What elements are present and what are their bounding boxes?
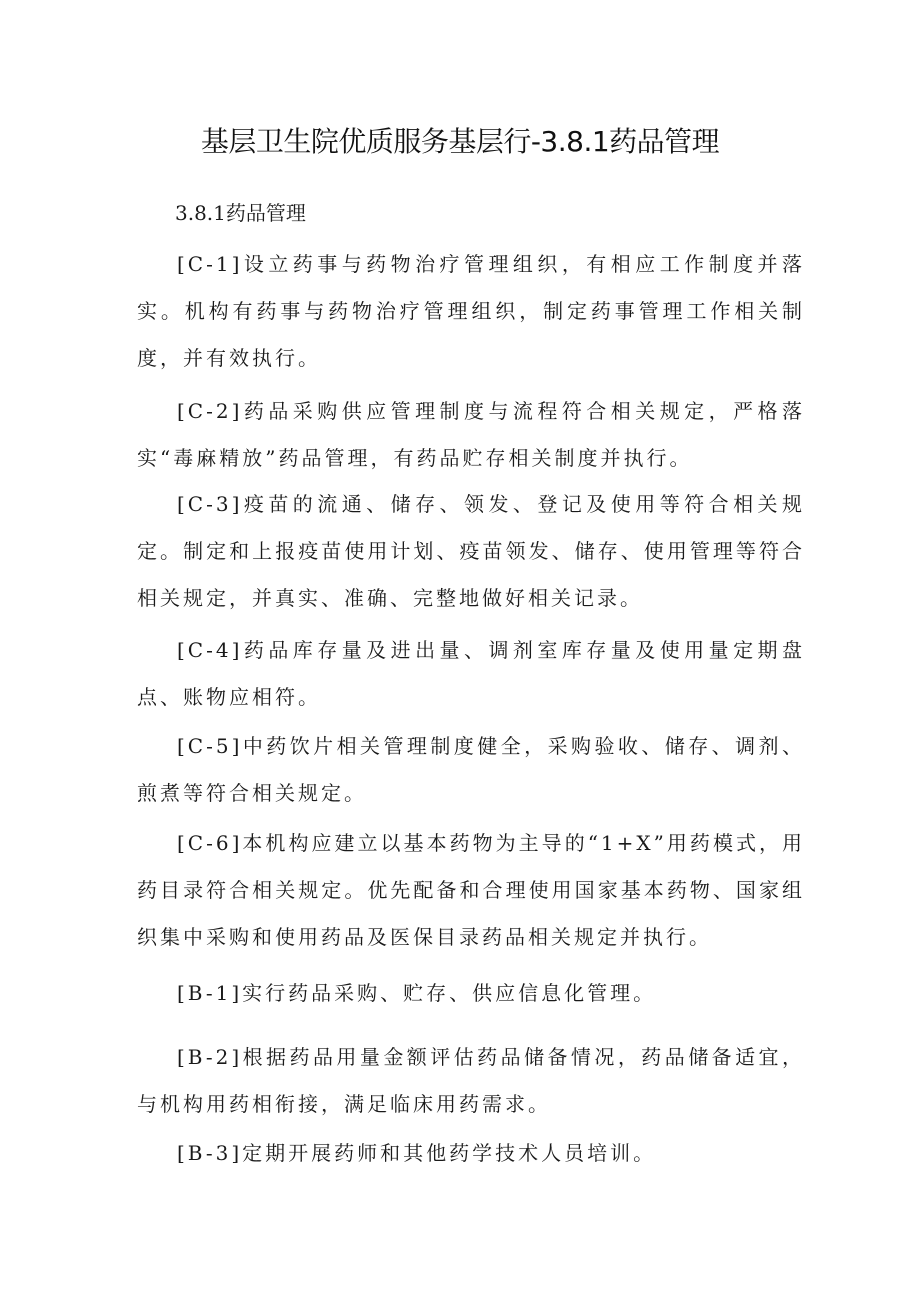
document-title: 基层卫生院优质服务基层行-3.8.1药品管理 [200, 125, 720, 158]
paragraph-c4: [C-4]药品库存量及进出量、调剂室库存量及使用量定期盘点、账物应相符。 [137, 638, 805, 709]
paragraph-b2: [B-2]根据药品用量金额评估药品储备情况，药品储备适宜，与机构用药相衔接，满足临床用药需求。 [137, 1045, 805, 1116]
paragraph-c3: [C-3]疫苗的流通、储存、领发、登记及使用等符合相关规定。制定和上报疫苗使用计划、疫苗领发、储存、使用管理等符合相关规定，并真实、准确、完整地做好相关记录。 [137, 492, 805, 610]
paragraph-b1: [B-1]实行药品采购、贮存、供应信息化管理。 [177, 981, 657, 1005]
paragraph-c2: [C-2]药品采购供应管理制度与流程符合相关规定，严格落实“毒麻精放”药品管理，有药品贮存相关制度并执行。 [137, 399, 805, 470]
paragraph-c5: [C-5]中药饮片相关管理制度健全，采购验收、储存、调剂、煎煮等符合相关规定。 [137, 734, 805, 805]
paragraph-c1: [C-1]设立药事与药物治疗管理组织，有相应工作制度并落实。机构有药事与药物治疗管理组织，制定药事管理工作相关制度，并有效执行。 [137, 252, 805, 370]
section-heading: 3.8.1药品管理 [175, 201, 306, 225]
paragraph-c6: [C-6]本机构应建立以基本药物为主导的“1+X”用药模式，用药目录符合相关规定。优先配备和合理使用国家基本药物、国家组织集中采购和使用药品及医保目录药品相关规定并执行。 [137, 831, 805, 949]
paragraph-b3: [B-3]定期开展药师和其他药学技术人员培训。 [177, 1141, 657, 1165]
